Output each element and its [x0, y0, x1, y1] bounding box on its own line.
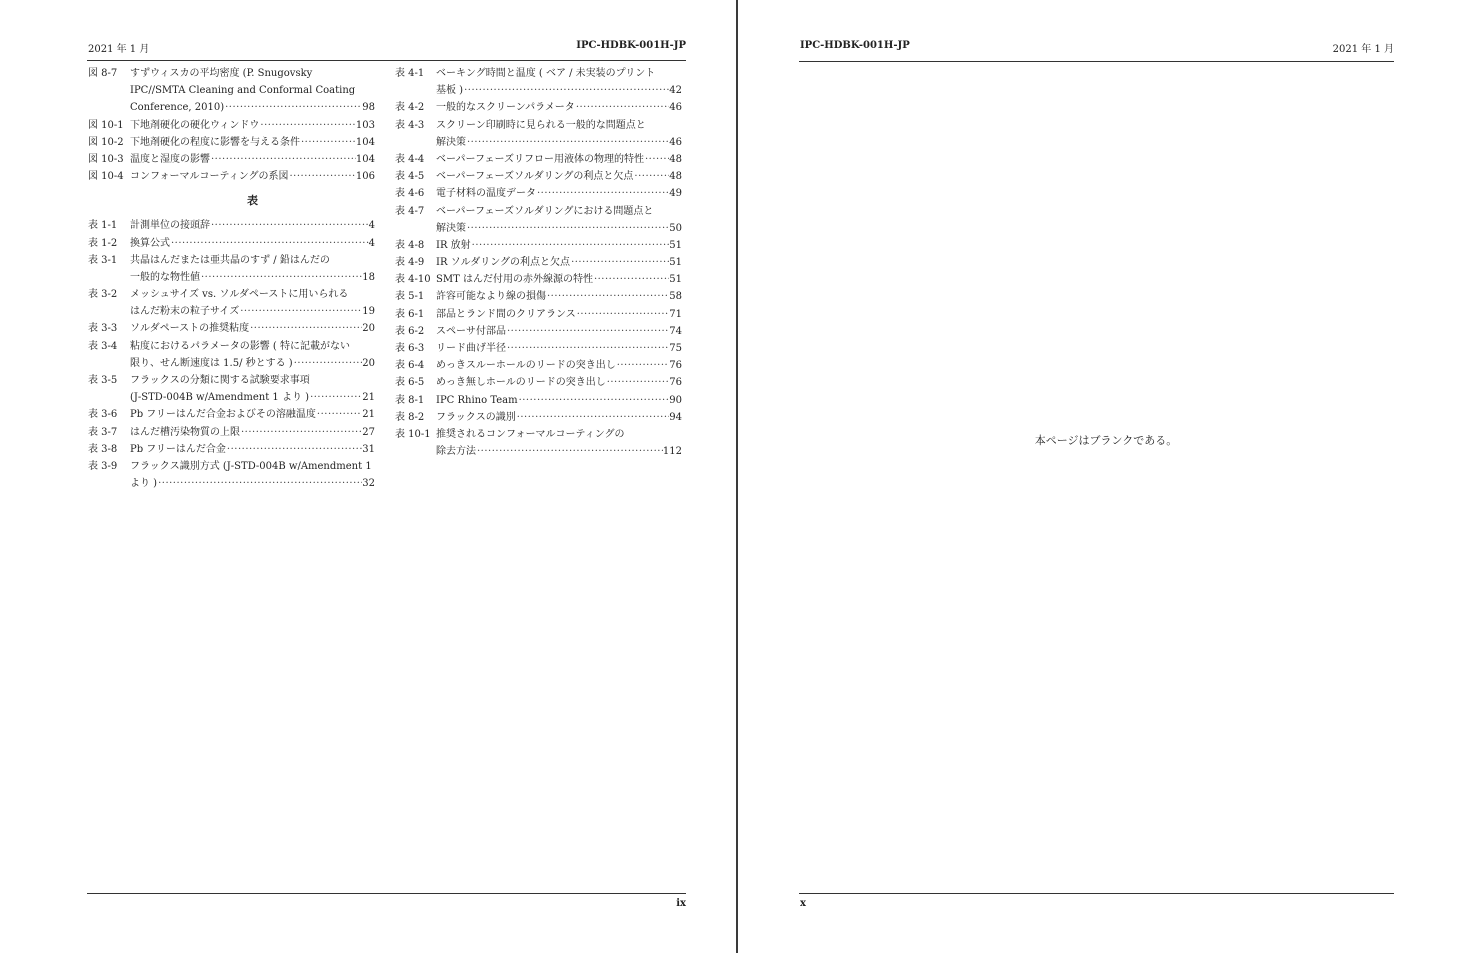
- entry-text-line: [130, 235, 375, 252]
- entry-page-number: 50: [669, 222, 682, 234]
- entry-text-line: [436, 134, 682, 151]
- dot-leader: [226, 441, 362, 458]
- entry-title: IR ソルダリングの利点と欠点: [436, 257, 571, 269]
- entry-page-number: 4: [368, 220, 375, 232]
- table-toc-row: [395, 99, 682, 116]
- entry-text-line: [436, 168, 682, 185]
- table-toc-row: [395, 82, 682, 99]
- entry-text-line: [130, 117, 375, 134]
- entry-title: リード曲げ半径: [436, 343, 506, 354]
- entry-title: スペーサ付部品: [436, 325, 506, 337]
- entry-label: 表 3-4: [88, 340, 118, 352]
- entry-title: めっき無しホールのリードの突き出し: [436, 377, 606, 389]
- entry-text-line: [130, 286, 375, 303]
- entry-title: 解決策: [436, 222, 466, 234]
- entry-label: 表 4-6: [395, 188, 425, 200]
- entry-text-line: [436, 340, 682, 357]
- entry-title: 換算公式: [130, 237, 170, 249]
- entry-label-indent: [88, 475, 130, 492]
- entry-label: 表 8-1: [395, 394, 425, 406]
- entry-text-line: [436, 237, 682, 254]
- dot-leader: [616, 357, 670, 374]
- entry-title: ベーキング時間と温度 ( ベア / 未実装のプリント: [436, 68, 656, 79]
- figure-toc-row: [88, 99, 375, 116]
- entry-text-line: [130, 269, 375, 286]
- right-header-rule: [799, 61, 1394, 62]
- table-toc-row: [395, 288, 682, 305]
- entry-text-line: [436, 392, 682, 409]
- entry-label: 図 10-4: [88, 171, 124, 183]
- entry-title: 計測単位の接頭辞: [130, 220, 210, 232]
- entry-label: 表 4-9: [395, 257, 425, 269]
- entry-title: より ): [130, 478, 158, 490]
- table-toc-row: [88, 303, 375, 320]
- entry-title: 下地剤硬化の程度に影響を与える条件: [130, 136, 300, 148]
- dot-leader: [200, 269, 362, 286]
- entry-text-line: [436, 254, 682, 271]
- entry-label: 表 4-2: [395, 102, 425, 114]
- entry-label: 表 3-7: [88, 426, 118, 438]
- table-toc-row: [88, 269, 375, 286]
- table-toc-row: [88, 286, 375, 303]
- entry-title: すずウィスカの平均密度 (P. Snugovsky: [130, 68, 313, 79]
- entry-page-number: 46: [669, 102, 682, 114]
- entry-label: 表 3-3: [88, 323, 118, 335]
- dot-leader: [575, 99, 669, 116]
- entry-label: 表 4-4: [395, 153, 425, 165]
- right-footer-page-number: x: [800, 898, 806, 909]
- entry-page-number: 49: [669, 188, 682, 200]
- entry-text-line: [436, 357, 682, 374]
- entry-label: 表 5-1: [395, 291, 425, 303]
- dot-leader: [466, 134, 669, 151]
- entry-title: 共晶はんだまたは亜共晶のすず / 鉛はんだの: [130, 254, 330, 266]
- entry-title: SMT はんだ付用の赤外線源の特性: [436, 274, 593, 286]
- entry-label: 表 4-8: [395, 239, 425, 251]
- entry-page-number: 76: [669, 360, 682, 372]
- dot-leader: [644, 151, 669, 168]
- entry-page-number: 74: [669, 325, 682, 337]
- entry-page-number: 48: [669, 153, 682, 165]
- entry-title: フラックスの分類に関する試験要求事項: [130, 375, 310, 386]
- entry-text-line: [130, 65, 375, 82]
- entry-page-number: 20: [362, 323, 375, 335]
- entry-label: 表 6-1: [395, 308, 425, 320]
- entry-text-line: [436, 374, 682, 391]
- dot-leader: [240, 424, 362, 441]
- table-toc-row: [395, 254, 682, 271]
- entry-page-number: 42: [669, 85, 682, 97]
- entry-text-line: [130, 99, 375, 116]
- right-page: [738, 0, 1474, 953]
- table-toc-row: [395, 323, 682, 340]
- table-toc-row: [395, 168, 682, 185]
- entry-label-indent: [88, 303, 130, 320]
- entry-label: 表 4-1: [395, 68, 425, 79]
- dot-leader: [210, 217, 369, 234]
- dot-leader: [518, 392, 670, 409]
- table-toc-row: [88, 441, 375, 458]
- dot-leader: [170, 235, 369, 252]
- entry-label-indent: [395, 82, 436, 99]
- figure-toc-row: [88, 82, 375, 99]
- entry-page-number: 103: [355, 119, 375, 131]
- entry-title: 一般的な物性値: [130, 271, 200, 283]
- figure-toc-row: [88, 168, 375, 185]
- table-toc-row: [395, 357, 682, 374]
- entry-text-line: [130, 151, 375, 168]
- entry-text-line: [436, 82, 682, 99]
- dot-leader: [506, 340, 669, 357]
- entry-title: 解決策: [436, 136, 466, 148]
- right-footer-rule: [799, 893, 1394, 894]
- figure-toc-row: [88, 151, 375, 168]
- entry-title: フラックスの識別: [436, 411, 516, 423]
- dot-leader: [570, 254, 669, 271]
- left-footer-rule: [87, 893, 686, 894]
- entry-page-number: 51: [669, 274, 682, 286]
- table-toc-row: [88, 320, 375, 337]
- entry-text-line: [436, 203, 682, 220]
- table-toc-row: [88, 389, 375, 406]
- entry-page-number: 112: [662, 446, 682, 458]
- entry-label: 表 10-1: [395, 428, 431, 440]
- entry-page-number: 94: [669, 411, 682, 423]
- entry-label-indent: [395, 220, 436, 237]
- entry-label: 表 4-10: [395, 274, 431, 286]
- entry-label: 表 6-2: [395, 325, 425, 337]
- entry-title: 基板 ): [436, 85, 464, 97]
- entry-page-number: 58: [669, 291, 682, 303]
- table-toc-row: [88, 217, 375, 234]
- entry-text-line: [130, 252, 375, 269]
- table-toc-row: [88, 372, 375, 389]
- entry-title: はんだ槽汚染物質の上限: [130, 426, 240, 438]
- blank-page-notice: 本ページはブランクである。: [1034, 434, 1178, 447]
- dot-leader: [466, 220, 669, 237]
- entry-text-line: [436, 288, 682, 305]
- entry-label: 表 3-1: [88, 254, 118, 266]
- dot-leader: [249, 320, 362, 337]
- entry-text-line: [130, 355, 375, 372]
- entry-label: 表 1-2: [88, 237, 118, 249]
- entry-label: 表 6-5: [395, 377, 425, 389]
- dot-leader: [210, 151, 356, 168]
- table-toc-row: [395, 443, 682, 460]
- tables-list: [88, 217, 375, 492]
- dot-leader: [506, 323, 669, 340]
- entry-label-indent: [88, 99, 130, 116]
- entry-text-line: [436, 117, 682, 134]
- toc-column-left: [88, 65, 375, 492]
- entry-text-line: [436, 99, 682, 116]
- entry-text-line: [130, 389, 375, 406]
- entry-text-line: [130, 475, 375, 492]
- entry-title: Conference, 2010): [130, 102, 225, 114]
- dot-leader: [516, 409, 670, 426]
- entry-title: スクリーン印刷時に見られる一般的な問題点と: [436, 119, 646, 131]
- entry-label: 表 3-9: [88, 460, 118, 472]
- entry-page-number: 31: [362, 443, 375, 455]
- entry-page-number: 19: [362, 306, 375, 318]
- entry-text-line: [130, 458, 375, 475]
- entry-title: 限り、せん断速度は 1.5/ 秒とする ): [130, 357, 293, 369]
- figures-list: [88, 65, 375, 185]
- entry-title: ベーパーフェーズソルダリングにおける問題点と: [436, 205, 654, 217]
- entry-title: はんだ粉末の粒子サイズ: [130, 306, 240, 318]
- entry-text-line: [130, 406, 375, 423]
- entry-title: 部品とランド間のクリアランス: [436, 308, 576, 320]
- entry-page-number: 104: [355, 136, 375, 148]
- entry-text-line: [436, 443, 682, 460]
- table-toc-row: [88, 406, 375, 423]
- table-toc-row: [395, 340, 682, 357]
- entry-text-line: [130, 441, 375, 458]
- dot-leader: [471, 237, 670, 254]
- dot-leader: [309, 389, 362, 406]
- entry-text-line: [436, 306, 682, 323]
- table-toc-row: [395, 271, 682, 288]
- dot-leader: [463, 82, 669, 99]
- entry-title: Pb フリーはんだ合金: [130, 443, 226, 455]
- entry-title: IR 放射: [436, 239, 471, 251]
- entry-title: Pb フリーはんだ合金およびその溶融温度: [130, 409, 316, 421]
- entry-text-line: [436, 426, 682, 443]
- entry-page-number: 21: [362, 392, 375, 404]
- entry-text-line: [436, 185, 682, 202]
- table-toc-row: [88, 252, 375, 269]
- entry-title: 一般的なスクリーンパラメータ: [436, 102, 575, 114]
- table-toc-row: [88, 355, 375, 372]
- entry-label: 表 6-3: [395, 343, 425, 354]
- entry-page-number: 20: [362, 357, 375, 369]
- dot-leader: [224, 99, 362, 116]
- entry-label-indent: [88, 82, 130, 99]
- entry-text-line: [130, 372, 375, 389]
- entry-label: 図 10-2: [88, 136, 124, 148]
- entry-text-line: [130, 217, 375, 234]
- entry-title: IPC Rhino Team: [436, 394, 518, 406]
- left-page: [0, 0, 736, 953]
- entry-text-line: [436, 323, 682, 340]
- entry-text-line: [130, 303, 375, 320]
- entry-page-number: 90: [669, 394, 682, 406]
- entry-page-number: 106: [355, 171, 375, 183]
- table-toc-row: [395, 185, 682, 202]
- entry-title: 電子材料の温度データ: [436, 188, 536, 200]
- entry-label: 表 4-7: [395, 205, 425, 217]
- table-toc-row: [88, 235, 375, 252]
- entry-title: ソルダペーストの推奨粘度: [130, 323, 250, 335]
- entry-text-line: [130, 82, 375, 99]
- table-toc-row: [88, 338, 375, 355]
- entry-label-indent: [88, 389, 130, 406]
- dot-leader: [239, 303, 362, 320]
- entry-page-number: 98: [362, 102, 375, 114]
- entry-text-line: [436, 220, 682, 237]
- dot-leader: [593, 271, 669, 288]
- entry-text-line: [130, 338, 375, 355]
- entry-title: フラックス識別方式 (J-STD-004B w/Amendment 1: [130, 460, 372, 472]
- entry-label-indent: [88, 355, 130, 372]
- toc-column-right: [395, 65, 682, 460]
- table-toc-row: [395, 220, 682, 237]
- left-header-rule: [87, 60, 686, 61]
- tables-section-heading: 表: [247, 194, 258, 208]
- entry-title: 許容可能なより線の損傷: [436, 291, 546, 303]
- left-footer-page-number: ix: [676, 898, 686, 909]
- entry-page-number: 46: [669, 136, 682, 148]
- figure-toc-row: [88, 65, 375, 82]
- dot-leader: [606, 374, 670, 391]
- table-toc-row: [395, 306, 682, 323]
- entry-label: 表 1-1: [88, 220, 118, 232]
- entry-label: 表 4-3: [395, 119, 425, 131]
- table-toc-row: [395, 151, 682, 168]
- left-header-doc-id: IPC-HDBK-001H-JP: [576, 40, 686, 51]
- entry-page-number: 71: [669, 308, 682, 320]
- table-toc-row: [395, 203, 682, 220]
- table-toc-row: [395, 392, 682, 409]
- table-toc-row: [88, 458, 375, 475]
- dot-leader: [316, 406, 362, 423]
- entry-page-number: 51: [669, 239, 682, 251]
- table-toc-row: [395, 117, 682, 134]
- entry-label: 表 6-4: [395, 360, 425, 372]
- entry-text-line: [436, 271, 682, 288]
- dot-leader: [300, 134, 356, 151]
- entry-page-number: 4: [368, 237, 375, 249]
- entry-page-number: 104: [355, 153, 375, 165]
- entry-title: (J-STD-004B w/Amendment 1 より ): [130, 392, 310, 404]
- table-toc-row: [395, 409, 682, 426]
- entry-title: 温度と湿度の影響: [130, 153, 210, 165]
- table-toc-row: [88, 424, 375, 441]
- table-toc-row: [395, 237, 682, 254]
- entry-title: 除去方法: [436, 446, 476, 458]
- dot-leader: [546, 288, 669, 305]
- figure-toc-row: [88, 117, 375, 134]
- table-toc-row: [88, 475, 375, 492]
- entry-text-line: [436, 409, 682, 426]
- entry-label: 図 10-3: [88, 153, 124, 165]
- entry-page-number: 18: [362, 271, 375, 283]
- figure-toc-row: [88, 134, 375, 151]
- dot-leader: [293, 355, 363, 372]
- entry-page-number: 51: [669, 257, 682, 269]
- entry-page-number: 27: [362, 426, 375, 438]
- entry-title: ベーパーフェーズリフロー用液体の物理的特性: [436, 153, 644, 165]
- left-header-date: 2021 年 1 月: [88, 44, 150, 55]
- dot-leader: [576, 306, 670, 323]
- entry-title: めっきスルーホールのリードの突き出し: [436, 360, 616, 372]
- entry-text-line: [436, 65, 682, 82]
- entry-label: 図 10-1: [88, 119, 124, 131]
- dot-leader: [289, 168, 356, 185]
- entry-title: メッシュサイズ vs. ソルダペーストに用いられる: [130, 289, 349, 301]
- entry-text-line: [436, 151, 682, 168]
- table-toc-row: [395, 374, 682, 391]
- entry-title: ベーパーフェーズソルダリングの利点と欠点: [436, 171, 634, 183]
- dot-leader: [476, 443, 663, 460]
- entry-label: 図 8-7: [88, 68, 118, 79]
- entry-title: コンフォーマルコーティングの系図: [130, 171, 289, 183]
- dot-leader: [536, 185, 669, 202]
- entry-title: 推奨されるコンフォーマルコーティングの: [436, 428, 625, 440]
- entry-label: 表 3-6: [88, 409, 118, 421]
- entry-text-line: [130, 424, 375, 441]
- right-header-doc-id: IPC-HDBK-001H-JP: [800, 40, 910, 51]
- entry-label-indent: [395, 443, 436, 460]
- entry-label: 表 3-2: [88, 289, 118, 301]
- entry-page-number: 75: [669, 343, 682, 354]
- entry-label: 表 4-5: [395, 171, 425, 183]
- entry-title: IPC//SMTA Cleaning and Conformal Coating: [130, 85, 356, 97]
- entry-title: 粘度におけるパラメータの影響 ( 特に記載がない: [130, 340, 350, 352]
- entry-label: 表 8-2: [395, 411, 425, 423]
- entry-page-number: 21: [362, 409, 375, 421]
- dot-leader: [633, 168, 669, 185]
- entry-text-line: [130, 134, 375, 151]
- table-toc-row: [395, 134, 682, 151]
- dot-leader: [157, 475, 362, 492]
- tables-list-continued: [395, 65, 682, 460]
- entry-label: 表 3-5: [88, 375, 118, 386]
- right-header-date: 2021 年 1 月: [1332, 44, 1394, 55]
- entry-label-indent: [395, 134, 436, 151]
- entry-page-number: 76: [669, 377, 682, 389]
- entry-text-line: [130, 168, 375, 185]
- entry-label: 表 3-8: [88, 443, 118, 455]
- entry-page-number: 48: [669, 171, 682, 183]
- entry-page-number: 32: [362, 478, 375, 490]
- table-toc-row: [395, 426, 682, 443]
- table-toc-row: [395, 65, 682, 82]
- entry-title: 下地剤硬化の硬化ウィンドウ: [130, 119, 260, 131]
- entry-text-line: [130, 320, 375, 337]
- entry-label-indent: [88, 269, 130, 286]
- dot-leader: [259, 117, 356, 134]
